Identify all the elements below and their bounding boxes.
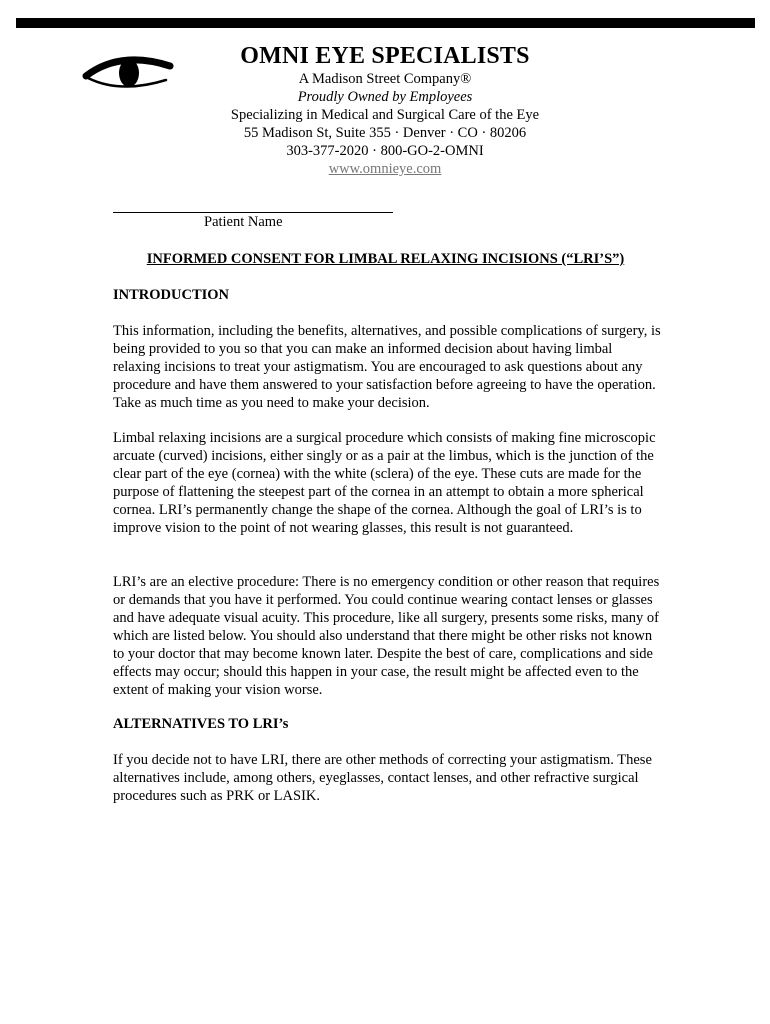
top-rule [16,18,755,28]
intro-paragraph-2: Limbal relaxing incisions are a surgical procedure which consists of making fine microscopic arcuate (curved) incisions, either singly or as a pair at the limbus, which is the junction of the clear part of the eye (cornea) with the white (sclera) of the eye. These cuts are made for the purpose of flattening the steepest part of the cornea in an attempt to obtain a more spherical cornea. LRI’s permanently change the shape of the cornea. Although the goal of LRI’s is to improve vision to the point of not wearing glasses, this result is not guaranteed. [113,430,656,536]
company-name: OMNI EYE SPECIALISTS [240,43,530,69]
introduction-heading: INTRODUCTION [113,287,230,303]
patient-name-line[interactable] [113,212,393,213]
document-title: INFORMED CONSENT FOR LIMBAL RELAXING INCISIONS (“LRI’S”) [146,251,625,267]
tagline: Proudly Owned by Employees [297,89,473,105]
alternatives-heading: ALTERNATIVES TO LRI’s [113,716,289,732]
specialty-line: Specializing in Medical and Surgical Care of the Eye [230,107,540,123]
eye-icon [80,42,176,104]
website-link[interactable]: www.omnieye.com [328,161,442,177]
address-line: 55 Madison St, Suite 355 · Denver · CO · 80206 [243,125,527,141]
phone-line: 303-377-2020 · 800-GO-2-OMNI [286,143,484,159]
patient-name-label: Patient Name [204,214,283,230]
subsidiary-line: A Madison Street Company® [298,71,472,87]
intro-paragraph-1: This information, including the benefits, alternatives, and possible complications of surgery, is being provided to you so that you can make an informed decision about having limbal relaxing incisions to treat your astigmatism. You are encouraged to ask questions about any procedure and have them answered to your satisfaction before agreeing to have the operation. Take as much time as you need to make your decision. [113,323,661,411]
letterhead [185,42,585,178]
alternatives-paragraph: If you decide not to have LRI, there are other methods of correcting your astigmatism. These alternatives include, among others, eyeglasses, contact lenses, and other refractive surgical procedures such as PRK or LASIK. [113,752,652,804]
intro-paragraph-3: LRI’s are an elective procedure: There is no emergency condition or other reason that requires or demands that you have it performed. You could continue wearing contact lenses or glasses and have adequate visual acuity. This procedure, like all surgery, presents some risks, many of which are listed below. You should also understand that there might be other risks not known to your doctor that may become known later. Despite the best of care, complications and side effects may occur; should this happen in your case, the result might be affected even to the extent of making your vision worse. [113,574,660,698]
